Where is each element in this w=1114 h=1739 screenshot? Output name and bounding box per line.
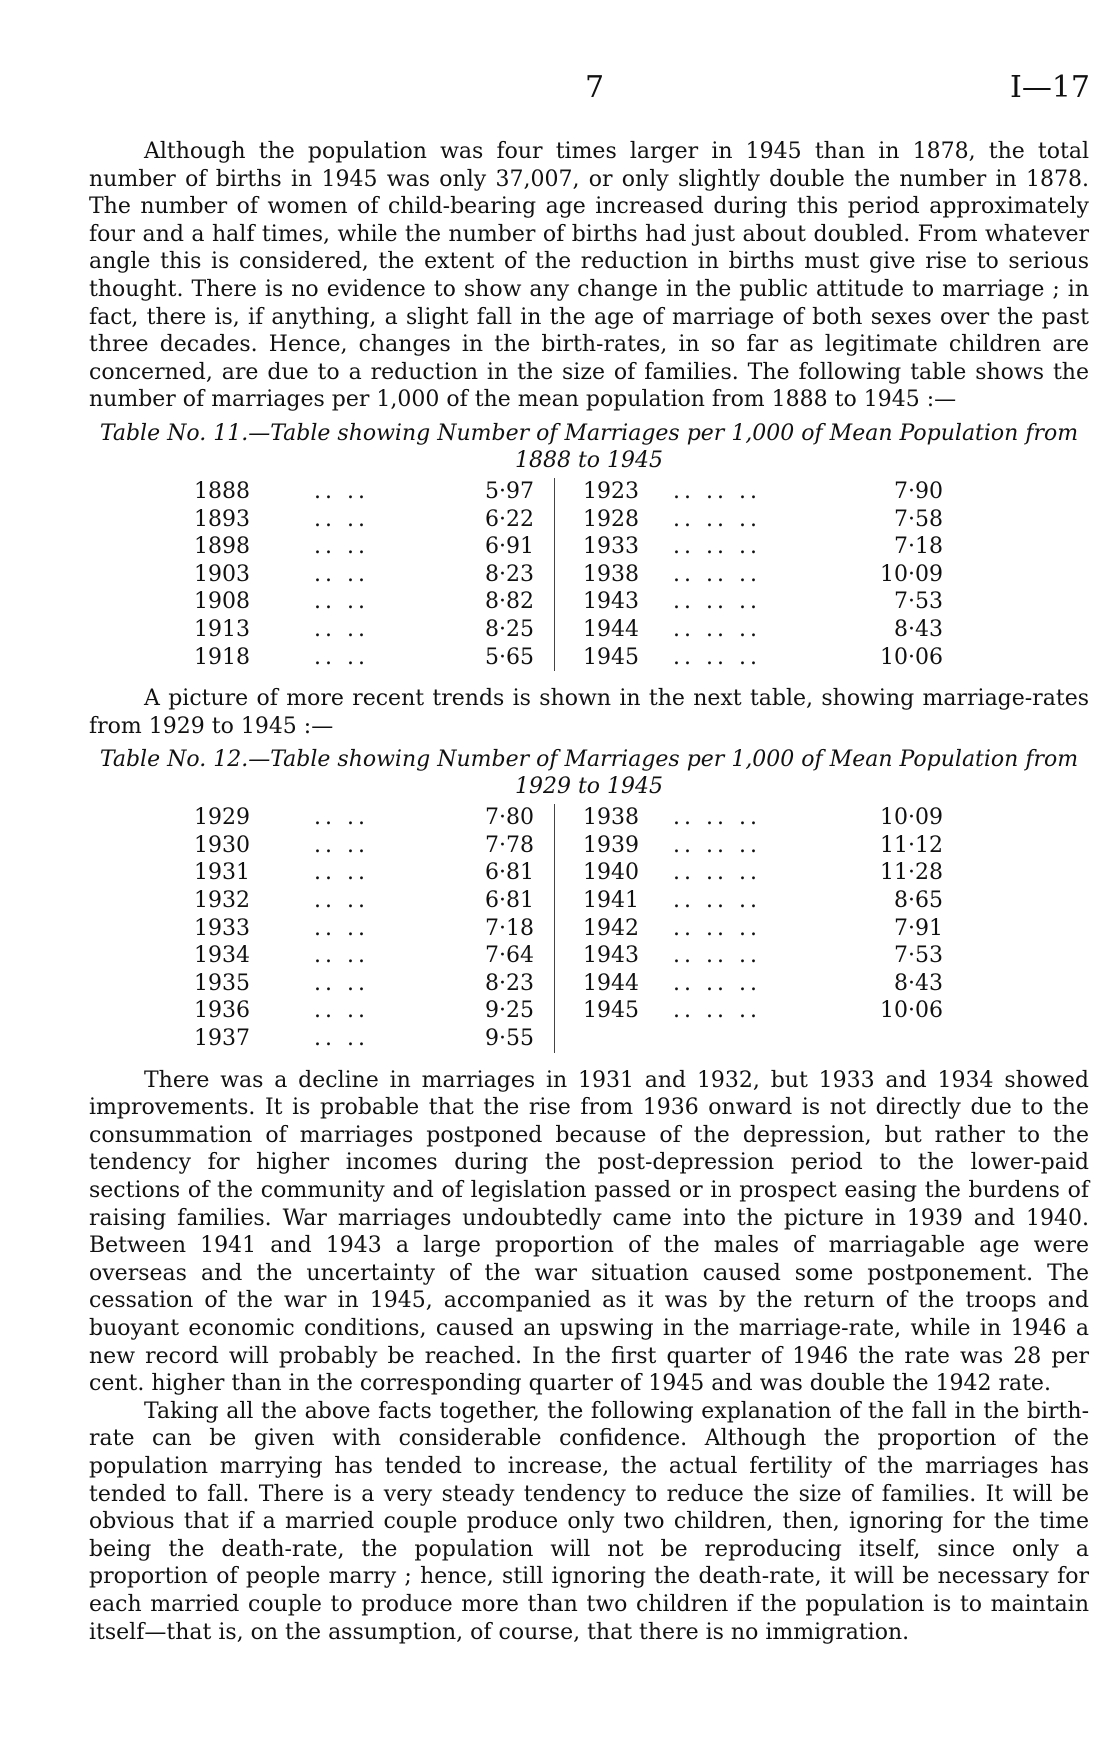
leader-dots: .. .. <box>314 943 369 969</box>
leader-dots: .. .. .. <box>673 478 761 504</box>
year-right: 1944 <box>583 970 639 996</box>
table-12-caption: —Table showing Number of Marriages per 1,000 of Mean Population from 1929 to 1945 <box>248 747 1079 800</box>
page-content <box>89 138 1089 1646</box>
table-row <box>194 561 943 589</box>
paragraph-4: Taking all the above facts together, the following explanation of the fall in the birth-rate can be given with considerable confidence. Although the proportion of the population marrying has tended to increase, the actual fertility of the marriages has tended to fall. There is a very steady tendency to reduce the size of families. It will be obvious that if a married couple produce only two children, then, ignoring for the time being the death-rate, the population will not be reproducing itself, since only a proportion of people marry ; hence, still ignoring the death-rate, it will be necessary for each married couple to produce more than two children if the population is to maintain itself—that is, on the assumption, of course, that there is no immigration. <box>89 1398 1089 1645</box>
year-left: 1893 <box>194 506 250 532</box>
rate-right: 8·43 <box>894 616 943 642</box>
year-left: 1936 <box>194 998 250 1024</box>
leader-dots: .. .. .. <box>673 832 761 858</box>
table-row <box>194 997 943 1025</box>
leader-dots: .. .. <box>314 998 369 1024</box>
column-divider <box>555 970 584 998</box>
table-row <box>194 506 943 534</box>
rate-right: 10·09 <box>880 561 943 587</box>
rate-right: 7·58 <box>894 506 943 532</box>
table-row <box>194 588 943 616</box>
rate-right: 10·06 <box>880 998 943 1024</box>
year-right: 1938 <box>583 805 639 831</box>
year-right: 1938 <box>583 561 639 587</box>
column-divider <box>555 832 584 860</box>
table-row <box>194 1025 943 1053</box>
column-divider <box>555 533 584 561</box>
leader-dots: .. .. <box>314 888 369 914</box>
year-left: 1933 <box>194 915 250 941</box>
year-left: 1929 <box>194 805 250 831</box>
year-right: 1945 <box>583 644 639 670</box>
rate-right: 7·53 <box>894 589 943 615</box>
year-right: 1933 <box>583 534 639 560</box>
rate-right: 8·43 <box>894 970 943 996</box>
leader-dots: .. .. .. <box>673 970 761 996</box>
year-right: 1941 <box>583 888 639 914</box>
leader-dots: .. .. .. <box>673 915 761 941</box>
leader-dots: .. .. .. <box>673 998 761 1024</box>
leader-dots: .. .. .. <box>673 561 761 587</box>
rate-right: 7·91 <box>894 915 943 941</box>
rate-left: 8·25 <box>485 616 534 642</box>
leader-dots: .. .. .. <box>673 534 761 560</box>
leader-dots: .. .. .. <box>673 506 761 532</box>
year-left: 1934 <box>194 943 250 969</box>
table-12-label: Table No. 12. <box>99 747 249 773</box>
column-divider <box>555 588 584 616</box>
year-left: 1937 <box>194 1026 250 1052</box>
page-number: 7 <box>585 70 605 105</box>
leader-dots: .. .. <box>314 478 369 504</box>
rate-left: 6·81 <box>485 888 534 914</box>
table-row <box>194 832 943 860</box>
page-header <box>0 70 1114 110</box>
rate-left: 7·80 <box>485 805 534 831</box>
year-right: 1944 <box>583 616 639 642</box>
rate-left: 8·82 <box>485 589 534 615</box>
leader-dots: .. .. .. <box>673 805 761 831</box>
year-right: 1923 <box>583 478 639 504</box>
paragraph-2: A picture of more recent trends is shown in the next table, showing marriage-rates from 1929 to 1945 :— <box>89 686 1089 739</box>
rate-right: 8·65 <box>894 888 943 914</box>
table-row <box>194 915 943 943</box>
rate-left: 7·18 <box>485 915 534 941</box>
rate-left: 6·22 <box>485 506 534 532</box>
leader-dots: .. .. <box>314 534 369 560</box>
column-divider <box>555 915 584 943</box>
rate-right: 7·18 <box>894 534 943 560</box>
rate-left: 8·23 <box>485 970 534 996</box>
year-right: 1939 <box>583 832 639 858</box>
column-divider <box>555 1025 584 1053</box>
leader-dots: .. .. .. <box>673 860 761 886</box>
column-divider <box>555 506 584 534</box>
leader-dots: .. .. <box>314 832 369 858</box>
rate-left: 6·81 <box>485 860 534 886</box>
table-row <box>194 970 943 998</box>
leader-dots: .. .. .. <box>673 943 761 969</box>
paragraph-1: Although the population was four times larger in 1945 than in 1878, the total number of births in 1945 was only 37,007, or only slightly double the number in 1878. The number of women of child-bearing age increased during this period approximately four and a half times, while the number of births had just about doubled. From whatever angle this is considered, the extent of the reduction in births must give rise to serious thought. There is no evidence to show any change in the public attitude to marriage ; in fact, there is, if anything, a slight fall in the age of marriage of both sexes over the past three decades. Hence, changes in the birth-rates, in so far as legitimate children are concerned, are due to a reduction in the size of families. The following table shows the number of marriages per 1,000 of the mean population from 1888 to 1945 :— <box>89 139 1089 413</box>
year-right <box>583 1025 673 1053</box>
leader-dots: .. .. .. <box>673 589 761 615</box>
rate-right: 11·12 <box>880 832 943 858</box>
year-left: 1930 <box>194 832 250 858</box>
rate-right: 10·09 <box>880 805 943 831</box>
leader-dots: .. .. <box>314 970 369 996</box>
column-divider <box>555 997 584 1025</box>
year-right: 1928 <box>583 506 639 532</box>
year-left: 1932 <box>194 888 250 914</box>
rate-right: 7·90 <box>894 478 943 504</box>
column-divider <box>555 887 584 915</box>
table-12 <box>194 804 943 1052</box>
leader-dots: .. .. <box>314 805 369 831</box>
rate-left: 8·23 <box>485 561 534 587</box>
rate-left: 7·64 <box>485 943 534 969</box>
rate-left: 9·55 <box>485 1026 534 1052</box>
leader-dots: .. .. .. <box>673 616 761 642</box>
year-right: 1940 <box>583 860 639 886</box>
year-left: 1931 <box>194 860 250 886</box>
year-left: 1888 <box>194 478 250 504</box>
table-row <box>194 804 943 832</box>
rate-left: 9·25 <box>485 998 534 1024</box>
rate-right: 11·28 <box>880 860 943 886</box>
paragraph-3: There was a decline in marriages in 1931 and 1932, but 1933 and 1934 showed improvements. It is probable that the rise from 1936 onward is not directly due to the consummation of marriages postponed because of the depression, but rather to the tendency for higher incomes during the post-depression period to the lower-paid sections of the community and of legislation passed or in prospect easing the burdens of raising families. War marriages undoubtedly came into the picture in 1939 and 1940. Between 1941 and 1943 a large proportion of the males of marriagable age were overseas and the uncertainty of the war situation caused some postponement. The cessation of the war in 1945, accompanied as it was by the return of the troops and buoyant economic conditions, caused an upswing in the marriage-rate, while in 1946 a new record will probably be reached. In the first quarter of 1946 the rate was 28 per cent. higher than in the corresponding quarter of 1945 and was double the 1942 rate. <box>89 1067 1089 1397</box>
column-divider <box>555 644 584 672</box>
document-reference: I—17 <box>1009 70 1090 105</box>
leader-dots: .. .. .. <box>673 888 761 914</box>
leader-dots: .. .. <box>314 561 369 587</box>
table-11 <box>194 478 943 671</box>
year-right: 1945 <box>583 998 639 1024</box>
rate-left: 5·65 <box>485 644 534 670</box>
leader-dots: .. .. <box>314 589 369 615</box>
column-divider <box>555 478 584 506</box>
table-11-label: Table No. 11. <box>99 420 249 446</box>
year-left: 1908 <box>194 589 250 615</box>
column-divider <box>555 616 584 644</box>
rate-left: 5·97 <box>485 478 534 504</box>
table-row <box>194 859 943 887</box>
column-divider <box>555 942 584 970</box>
year-left: 1913 <box>194 616 250 642</box>
leader-dots <box>673 1025 873 1053</box>
leader-dots: .. .. <box>314 644 369 670</box>
rate-right: 10·06 <box>880 644 943 670</box>
table-row <box>194 533 943 561</box>
table-row <box>194 644 943 672</box>
table-row <box>194 887 943 915</box>
table-row <box>194 942 943 970</box>
rate-right <box>873 1025 943 1053</box>
table-11-title <box>89 420 1089 474</box>
table-row <box>194 478 943 506</box>
leader-dots: .. .. <box>314 616 369 642</box>
rate-right: 7·53 <box>894 943 943 969</box>
year-left: 1935 <box>194 970 250 996</box>
year-left: 1903 <box>194 561 250 587</box>
year-right: 1943 <box>583 589 639 615</box>
year-left: 1918 <box>194 644 250 670</box>
column-divider <box>555 561 584 589</box>
column-divider <box>555 804 584 832</box>
leader-dots: .. .. <box>314 860 369 886</box>
table-row <box>194 616 943 644</box>
table-12-title <box>89 746 1089 800</box>
table-11-caption: —Table showing Number of Marriages per 1,000 of Mean Population from 1888 to 1945 <box>248 420 1079 473</box>
leader-dots: .. .. <box>314 506 369 532</box>
rate-left: 6·91 <box>485 534 534 560</box>
column-divider <box>555 859 584 887</box>
year-right: 1942 <box>583 915 639 941</box>
leader-dots: .. .. <box>314 1026 369 1052</box>
year-right: 1943 <box>583 943 639 969</box>
leader-dots: .. .. .. <box>673 644 761 670</box>
leader-dots: .. .. <box>314 915 369 941</box>
rate-left: 7·78 <box>485 832 534 858</box>
year-left: 1898 <box>194 534 250 560</box>
